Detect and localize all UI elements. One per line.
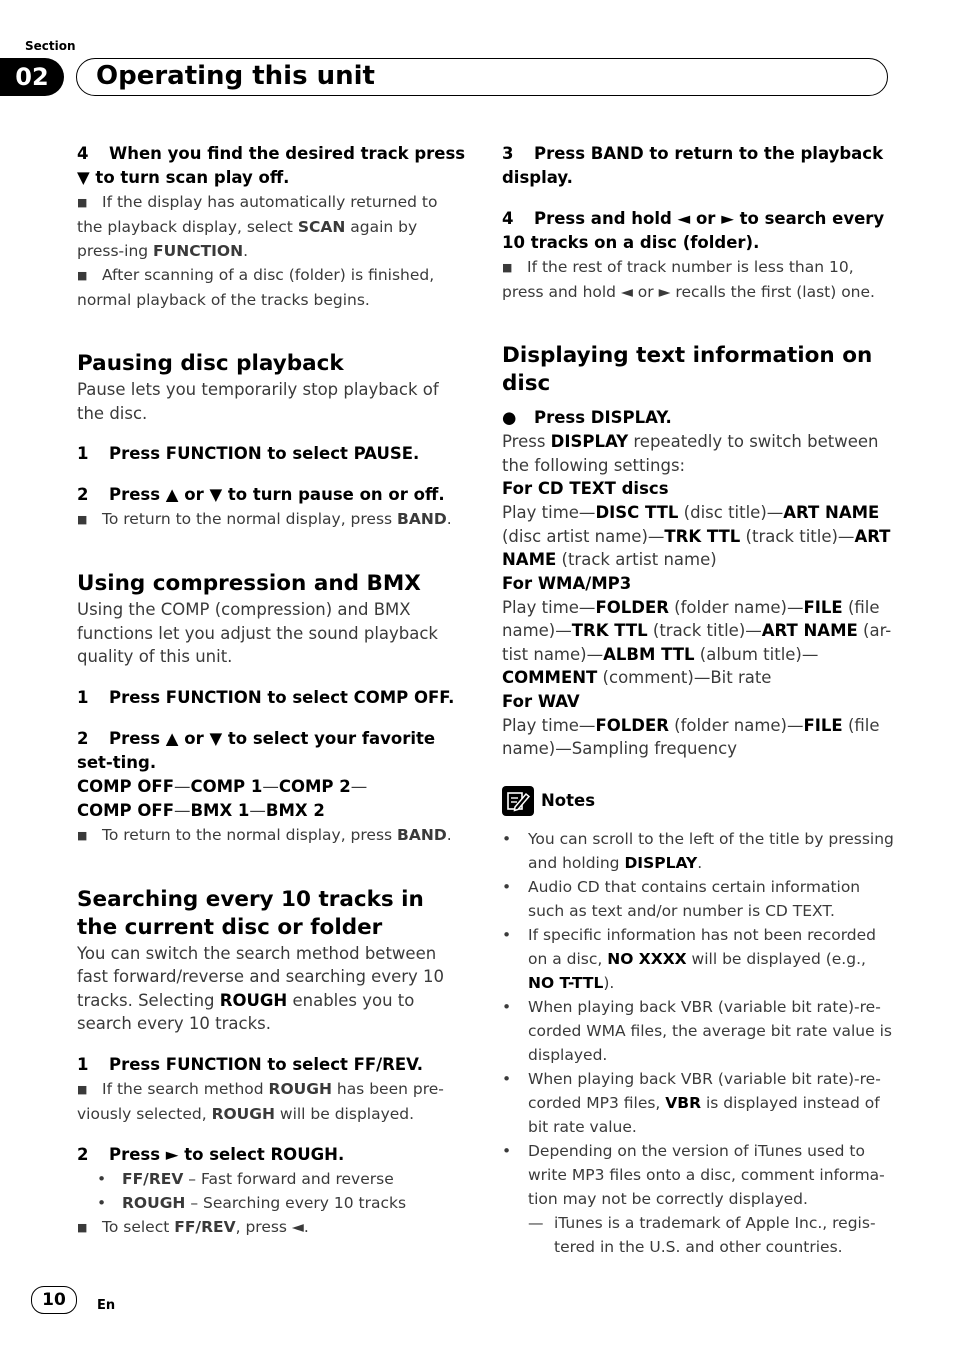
notes-label: Notes bbox=[541, 791, 596, 810]
note-rough-selected: ■ If the search method ROUGH has been pre-viously selected, ROUGH will be displayed. bbox=[77, 1079, 444, 1123]
bullet-icon: • bbox=[502, 1141, 512, 1160]
comp-body: Using the COMP (compression) and BMX functions let you adjust the sound playback quality of this unit. bbox=[77, 600, 438, 666]
note-item: • Audio CD that contains certain information such as text and/or number is CD TEXT. bbox=[502, 875, 894, 923]
square-bullet-icon: ■ bbox=[77, 828, 88, 842]
note-item: • When playing back VBR (variable bit rate)-re-corded WMA files, the average bit rate value is displayed. bbox=[502, 995, 894, 1067]
step-4-scan-off: 4 When you find the desired track press ▼ to turn scan play off. bbox=[77, 144, 466, 187]
heading-pausing: Pausing disc playback bbox=[77, 351, 344, 376]
wav-sequence: Play time—FOLDER (folder name)—FILE (file name)—Sampling frequency bbox=[502, 715, 880, 758]
step-press-display: ● Press DISPLAY. bbox=[502, 408, 672, 427]
note-scan-returned: ■ If the display has automatically returned to the playback display, select SCAN again by press-ing FUNCTION. bbox=[77, 193, 438, 260]
square-bullet-icon: ■ bbox=[77, 1082, 88, 1096]
bullet-icon: • bbox=[97, 1169, 107, 1188]
pause-body: Pause lets you temporarily stop playback of the disc. bbox=[77, 380, 439, 423]
section-label: Section bbox=[25, 39, 76, 53]
page-title: Operating this unit bbox=[96, 61, 375, 91]
language-code: En bbox=[97, 1298, 116, 1313]
note-track-less-than-10: ■ If the rest of track number is less than 10, press and hold ◄ or ► recalls the first (last) one. bbox=[502, 258, 875, 301]
display-body: Press DISPLAY repeatedly to switch between the following settings: bbox=[502, 432, 879, 475]
right-column bbox=[502, 142, 894, 1259]
step-pause-1: 1 Press FUNCTION to select PAUSE. bbox=[77, 444, 420, 463]
comp-sequence-1: COMP OFF—COMP 1—COMP 2— bbox=[77, 776, 368, 796]
search-body: You can switch the search method between fast forward/reverse and searching every 10 tracks. Selecting ROUGH enables you to search every 10 tracks. bbox=[77, 943, 445, 1033]
square-bullet-icon: ■ bbox=[77, 513, 88, 526]
subhead-wav: For WAV bbox=[502, 691, 580, 711]
comp-sequence-2: COMP OFF—BMX 1—BMX 2 bbox=[77, 800, 325, 820]
bullet-icon: • bbox=[502, 829, 512, 848]
bullet-icon: • bbox=[502, 1069, 512, 1088]
note-scan-finished: ■ After scanning of a disc (folder) is finished, normal playback of the tracks begins. bbox=[77, 266, 435, 309]
heading-searching: Searching every 10 tracks in the current disc or folder bbox=[77, 886, 424, 940]
step-pause-2: 2 Press ▲ or ▼ to turn pause on or off. bbox=[77, 485, 445, 504]
note-item: • Depending on the version of iTunes used to write MP3 files onto a disc, comment informa-tion may not be correctly displayed. bbox=[502, 1139, 894, 1211]
cd-text-sequence: Play time—DISC TTL (disc title)—ART NAME (disc artist name)—TRK TTL (track title)—ART NAME (track artist name) bbox=[502, 503, 891, 569]
note-item: • You can scroll to the left of the title by pressing and holding DISPLAY. bbox=[502, 827, 894, 875]
step-search-1: 1 Press FUNCTION to select FF/REV. bbox=[77, 1054, 424, 1074]
step-comp-1: 1 Press FUNCTION to select COMP OFF. bbox=[77, 687, 455, 707]
bullet-icon: • bbox=[97, 1193, 107, 1212]
subhead-cd-text: For CD TEXT discs bbox=[502, 479, 669, 498]
page-number: 10 bbox=[31, 1286, 77, 1314]
step-4-hold: 4 Press and hold ◄ or ► to search every 10 tracks on a disc (folder). bbox=[502, 209, 885, 252]
heading-text-info: Displaying text information on disc bbox=[502, 343, 873, 396]
subhead-wma-mp3: For WMA/MP3 bbox=[502, 573, 632, 593]
notes-header bbox=[502, 785, 894, 817]
square-bullet-icon: ■ bbox=[77, 1220, 88, 1234]
pencil-note-icon bbox=[502, 786, 534, 816]
note-sub-item: — iTunes is a trademark of Apple Inc., regis-tered in the U.S. and other countries. bbox=[528, 1213, 876, 1256]
bullet-icon: • bbox=[502, 997, 512, 1016]
section-number-badge: 02 bbox=[0, 58, 64, 96]
left-column bbox=[77, 142, 467, 1240]
note-comp-return: ■ To return to the normal display, press BAND. bbox=[77, 823, 467, 848]
note-item: • If specific information has not been recorded on a disc, NO XXXX will be displayed (e.g., NO T-TTL). bbox=[502, 923, 894, 995]
bullet-icon: • bbox=[502, 925, 512, 944]
square-bullet-icon: ■ bbox=[77, 269, 88, 282]
step-comp-2: 2 Press ▲ or ▼ to select your favorite set-ting. bbox=[77, 728, 436, 772]
heading-compression: Using compression and BMX bbox=[77, 571, 421, 596]
option-rough: • ROUGH – Searching every 10 tracks bbox=[77, 1191, 467, 1215]
option-ff-rev: • FF/REV – Fast forward and reverse bbox=[77, 1167, 467, 1191]
square-bullet-icon: ■ bbox=[502, 261, 513, 274]
note-select-ff-rev: ■ To select FF/REV, press ◄. bbox=[77, 1215, 467, 1240]
note-item: • When playing back VBR (variable bit rate)-re-corded MP3 files, VBR is displayed instead of bit rate value. bbox=[502, 1067, 894, 1139]
bullet-icon: • bbox=[502, 877, 512, 896]
step-3-band: 3 Press BAND to return to the playback display. bbox=[502, 144, 884, 187]
step-search-2: 2 Press ► to select ROUGH. bbox=[77, 1144, 345, 1164]
square-bullet-icon: ■ bbox=[77, 196, 88, 209]
note-pause-return: ■ To return to the normal display, press BAND. bbox=[77, 507, 467, 532]
wma-sequence: Play time—FOLDER (folder name)—FILE (file name)—TRK TTL (track title)—ART NAME (ar-tist name)—ALBM TTL (album title)—COMMENT (comment)—Bit rate bbox=[502, 597, 892, 687]
